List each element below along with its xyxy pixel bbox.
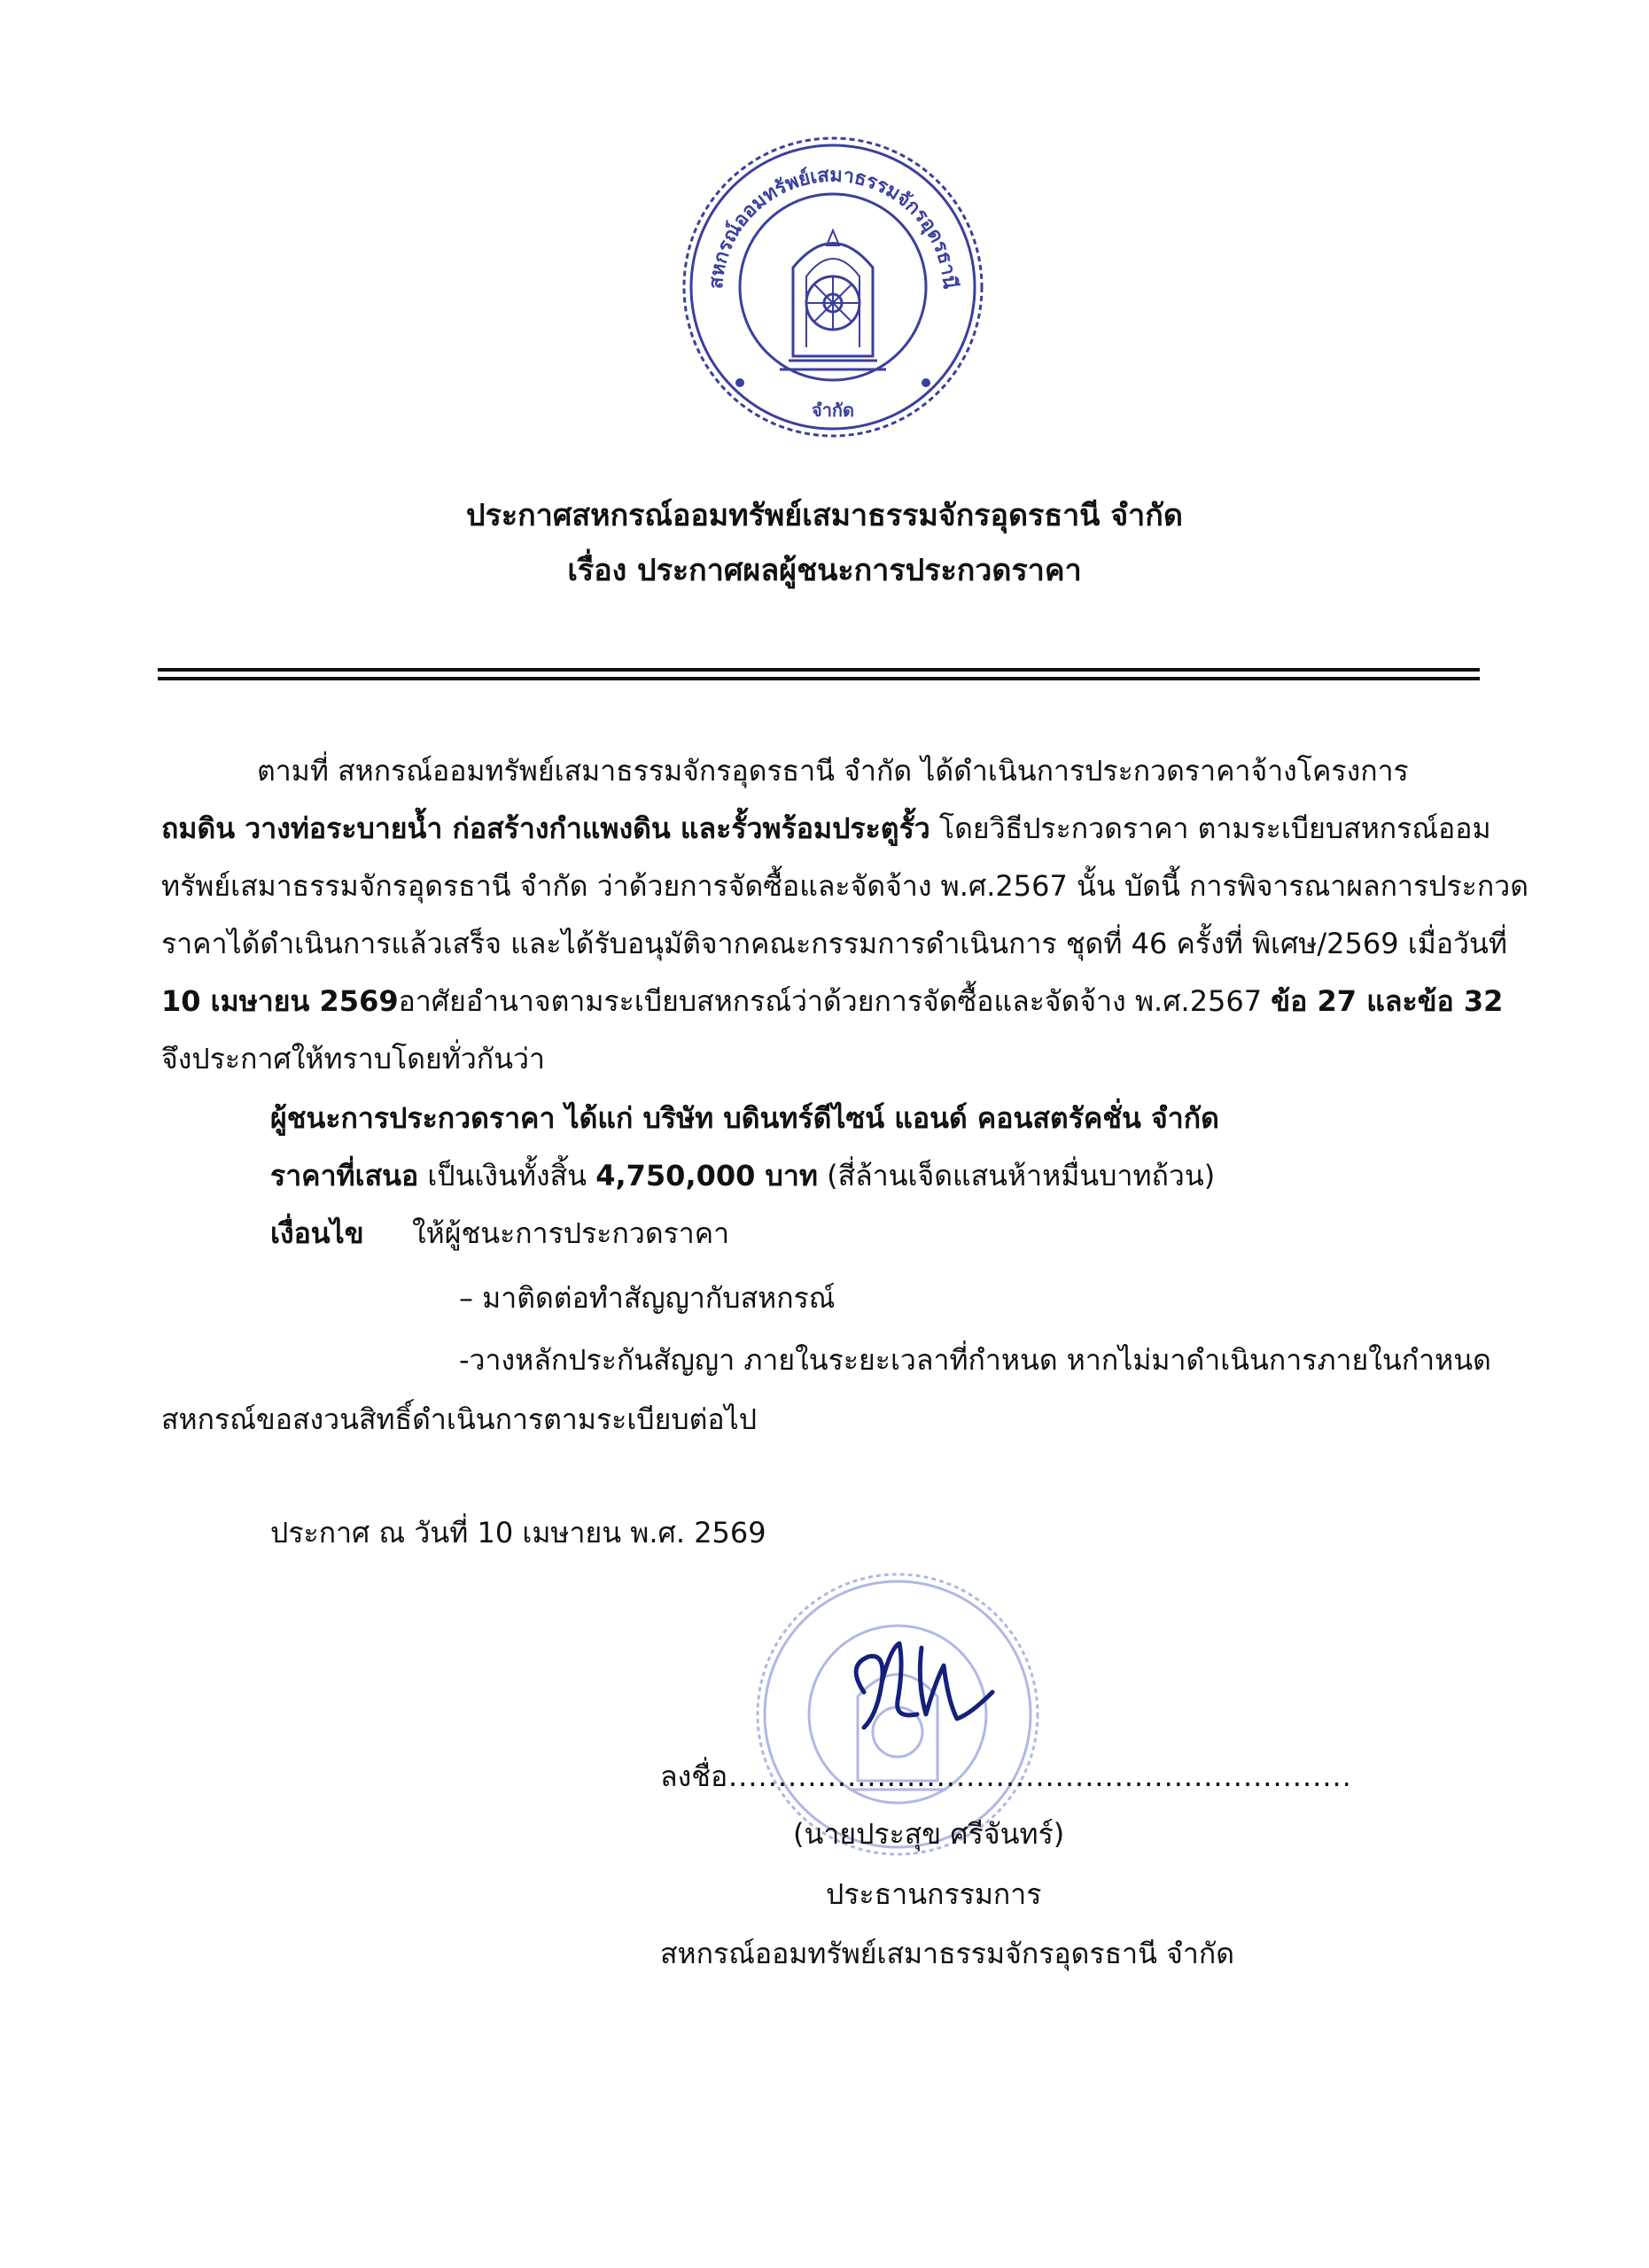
sign-label: ลงชื่อ: [660, 1759, 728, 1793]
svg-text:สหกรณ์ออมทรัพย์เสมาธรรมจักรอุด: [705, 165, 961, 290]
body-line-6: จึงประกาศให้ทราบโดยทั่วกันว่า: [161, 1042, 545, 1076]
body-line-2-rest: โดยวิธีประกวดราคา ตามระเบียบสหกรณ์ออม: [930, 812, 1491, 845]
price-line: [270, 1158, 1215, 1193]
winner-line: ผู้ชนะการประกวดราคา ได้แก่ บริษัท บดินทร์ดีไซน์ แอนด์ คอนสตรัคชั่น จำกัด: [270, 1101, 1219, 1135]
condition-text: ให้ผู้ชนะการประกวดราคา: [412, 1216, 730, 1250]
condition-label: เงื่อนไข: [270, 1216, 364, 1250]
announcement-date: ประกาศ ณ วันที่ 10 เมษายน พ.ศ. 2569: [270, 1516, 766, 1550]
price-words: (สี่ล้านเจ็ดแสนห้าหมื่นบาทถ้วน): [817, 1159, 1216, 1192]
signature-icon: [837, 1630, 1015, 1745]
price-label: ราคาที่เสนอ: [270, 1159, 419, 1192]
page-title: ประกาศสหกรณ์ออมทรัพย์เสมาธรรมจักรอุดรธานี จำกัด: [466, 498, 1183, 533]
price-mid: เป็นเงินทั้งสิ้น: [418, 1159, 596, 1192]
body-line-5-mid: อาศัยอำนาจตามระเบียบสหกรณ์ว่าด้วยการจัดซื้อและจัดจ้าง พ.ศ.2567: [398, 984, 1272, 1018]
body-line-4: ราคาได้ดำเนินการแล้วเสร็จ และได้รับอนุมัติจากคณะกรรมการดำเนินการ ชุดที่ 46 ครั้งที่ พิเศษ/2569 เมื่อวันที่: [161, 927, 1507, 960]
project-name: ถมดิน วางท่อระบายน้ำ ก่อสร้างกำแพงดิน และรั้วพร้อมประตูรั้ว: [161, 812, 930, 845]
signer-title: ประธานกรรมการ: [826, 1877, 1042, 1911]
condition-tail: สหกรณ์ขอสงวนสิทธิ์ดำเนินการตามระเบียบต่อไป: [161, 1402, 758, 1436]
sign-dotted-line: ...............................................................: [728, 1759, 1352, 1793]
body-line-1: ตามที่ สหกรณ์ออมทรัพย์เสมาธรรมจักรอุดรธานี จำกัด ได้ดำเนินการประกวดราคาจ้างโครงการ: [257, 754, 1409, 788]
divider-line-top: [158, 668, 1480, 672]
body-line-5: [161, 983, 1503, 1019]
signer-organization: สหกรณ์ออมทรัพย์เสมาธรรมจักรอุดรธานี จำกัด: [660, 1937, 1234, 1970]
approval-date: 10 เมษายน 2569: [161, 984, 399, 1018]
signer-name: (นายประสุข ศรีจันทร์): [793, 1817, 1065, 1851]
body-line-3: ทรัพย์เสมาธรรมจักรอุดรธานี จำกัด ว่าด้วยการจัดซื้อและจัดจ้าง พ.ศ.2567 นั้น บัดนี้ การพิจารณาผลการประกวด: [161, 869, 1528, 903]
seal-ring-text: สหกรณ์ออมทรัพย์เสมาธรรมจักรอุดรธานี: [704, 164, 961, 290]
regulation-clauses: ข้อ 27 และข้อ 32: [1271, 984, 1504, 1018]
price-amount: 4,750,000 บาท: [595, 1159, 818, 1192]
divider-line-bottom: [158, 677, 1480, 680]
cooperative-seal-icon: [678, 135, 988, 440]
condition-item-1: – มาติดต่อทำสัญญากับสหกรณ์: [459, 1281, 836, 1315]
page-subject: เรื่อง ประกาศผลผู้ชนะการประกวดราคา: [567, 553, 1082, 588]
body-line-2: [161, 811, 1491, 846]
condition-item-2: -วางหลักประกันสัญญา ภายในระยะเวลาที่กำหนด หากไม่มาดำเนินการภายในกำหนด: [459, 1343, 1491, 1377]
seal-bottom-text: จำกัด: [811, 400, 855, 421]
